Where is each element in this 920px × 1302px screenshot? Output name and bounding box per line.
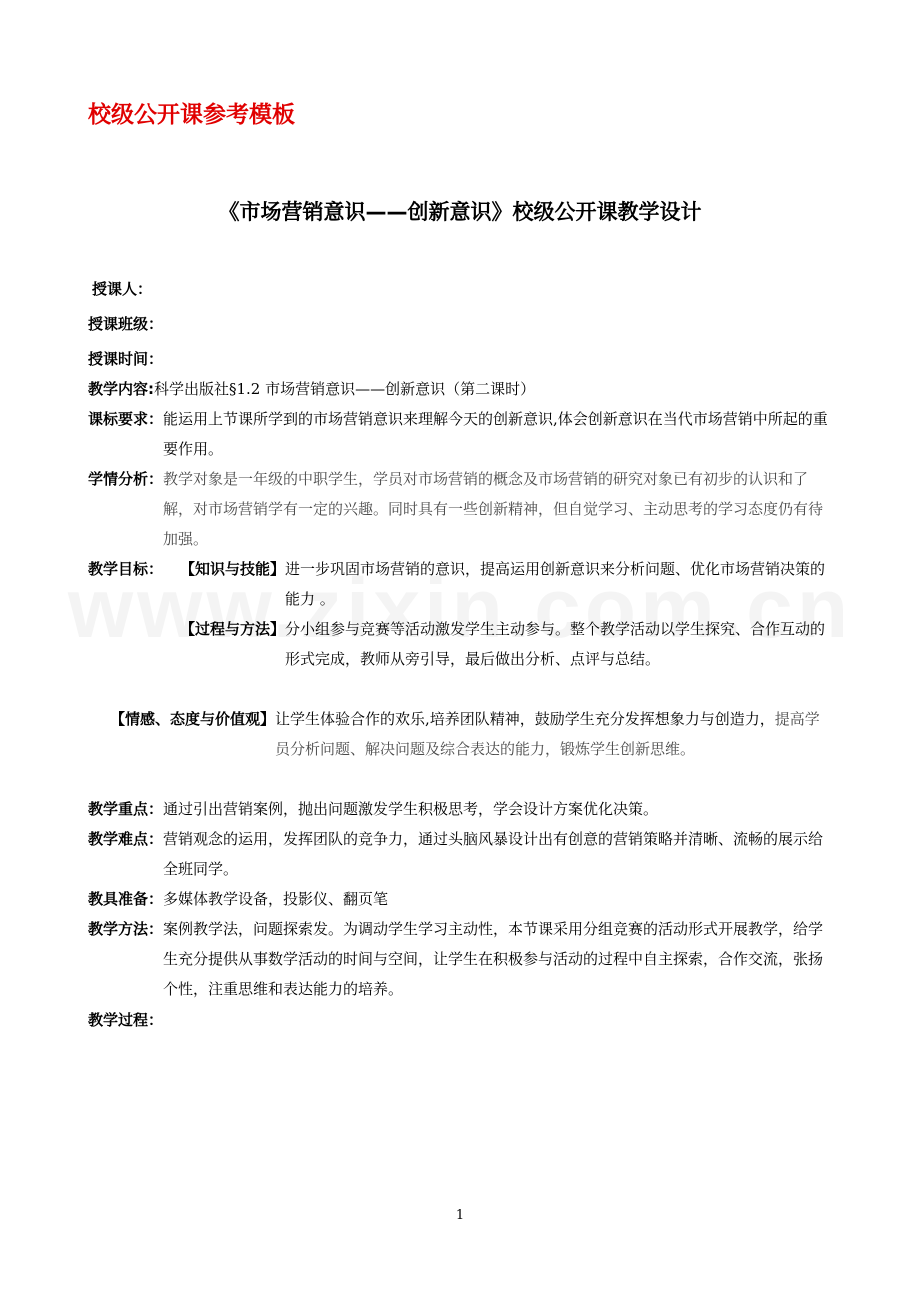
- teaching-methods-text: 案例教学法，问题探索发。为调动学生学习主动性，本节课采用分组竞赛的活动形式开展教学，给学生充分提供从事数学活动的时间与空间，让学生在积极参与活动的过程中自主探索，合作交流，张扬个性，注重思维和表达能力的培养。: [163, 920, 824, 998]
- teaching-process-label: 教学过程：: [88, 1011, 164, 1029]
- difficulty-text: 营销观念的运用，发挥团队的竞争力，通过头脑风暴设计出有创意的营销策略并清晰、流畅的展示给全班同学。: [163, 830, 824, 878]
- teaching-tools-label: 教具准备：: [88, 890, 164, 908]
- curriculum-requirement-label: 课标要求：: [88, 410, 164, 428]
- teacher-field: 授课人：: [92, 280, 153, 298]
- objective-emotion-text-b: 提高学员分析问题、解决问题及综合表达的能力，锻炼学生创新思维。: [275, 710, 820, 758]
- learner-analysis-text: 教学对象是一年级的中职学生，学员对市场营销的概念及市场营销的研究对象已有初步的认识和了解，对市场营销学有一定的兴趣。同时具有一些创新精神，但自觉学习、主动思考的学习态度仍有待加强。: [163, 470, 824, 548]
- teaching-tools-text: 多媒体教学设备，投影仪、翻页笔: [163, 890, 389, 908]
- key-point-label: 教学重点：: [88, 800, 164, 818]
- key-point: [88, 794, 833, 824]
- objective-emotion-text-a: 让学生体验合作的欢乐,培养团队精神，鼓励学生充分发挥想象力与创造力，: [275, 710, 775, 728]
- objective-emotion: [110, 704, 833, 764]
- teaching-objectives-label-row: [88, 554, 163, 584]
- document-title: 《市场营销意识——创新意识》校级公开课教学设计: [218, 200, 702, 224]
- page-number: 1: [455, 1208, 465, 1223]
- key-point-text: 通过引出营销案例，抛出问题激发学生积极思考，学会设计方案优化决策。: [163, 800, 659, 818]
- learner-analysis-label: 学情分析：: [88, 470, 164, 488]
- teaching-content-text: 科学出版社§1.2 市场营销意识——创新意识（第二课时）: [154, 380, 536, 398]
- objective-emotion-label: 【情感、态度与价值观】: [110, 710, 276, 728]
- teaching-objectives-label: 教学目标：: [88, 560, 164, 578]
- objective-process-text: 分小组参与竞赛等活动激发学生主动参与。整个教学活动以学生探究、合作互动的形式完成，教师从旁引导，最后做出分析、点评与总结。: [285, 620, 826, 668]
- curriculum-requirement-text: 能运用上节课所学到的市场营销意识来理解今天的创新意识,体会创新意识在当代市场营销中所起的重要作用。: [163, 410, 828, 458]
- curriculum-requirement: [88, 404, 833, 464]
- teaching-methods-label: 教学方法：: [88, 920, 164, 938]
- teaching-tools: [88, 884, 833, 914]
- teaching-methods: [88, 914, 833, 1004]
- objective-knowledge: [180, 554, 833, 614]
- objective-knowledge-label: 【知识与技能】: [180, 560, 286, 578]
- difficulty-label: 教学难点：: [88, 830, 164, 848]
- objective-emotion-text: [275, 704, 833, 764]
- learner-analysis: [88, 464, 833, 554]
- teaching-content: [88, 374, 833, 404]
- objective-knowledge-text: 进一步巩固市场营销的意识，提高运用创新意识来分析问题、优化市场营销决策的能力 。: [285, 560, 826, 608]
- teaching-content-label: 教学内容:: [88, 380, 154, 398]
- difficulty: [88, 824, 833, 884]
- objective-process-label: 【过程与方法】: [180, 620, 286, 638]
- template-title: 校级公开课参考模板: [88, 102, 295, 128]
- time-field: 授课时间：: [88, 350, 164, 368]
- objective-process: [180, 614, 833, 674]
- class-field: 授课班级：: [88, 315, 164, 333]
